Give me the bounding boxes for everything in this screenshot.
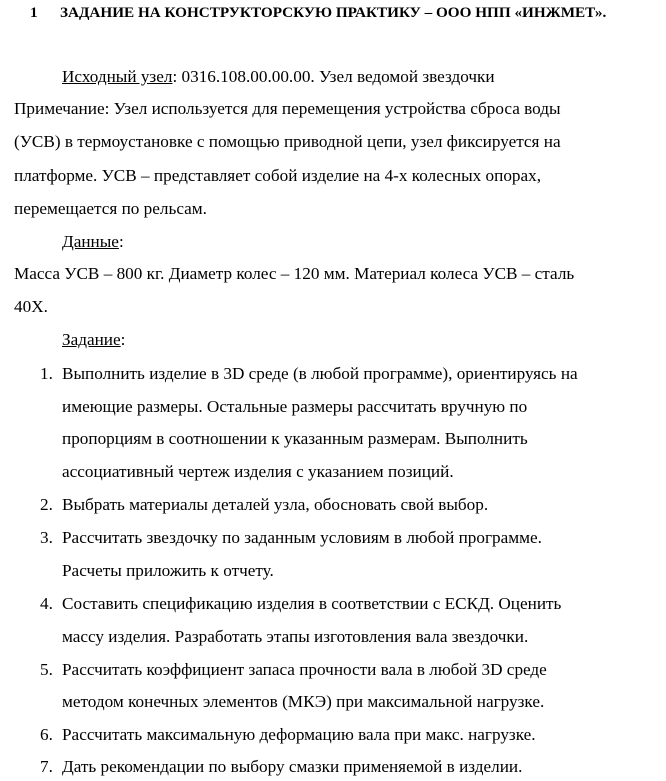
data-line: 40Х.	[14, 297, 48, 316]
task-number: 6.	[40, 725, 53, 744]
task-label-colon: :	[120, 330, 126, 349]
task-number: 3.	[40, 528, 53, 547]
task-line: Расчеты приложить к отчету.	[62, 561, 274, 580]
task-number: 4.	[40, 594, 53, 613]
task-number: 2.	[40, 495, 53, 514]
data-label-colon: :	[118, 232, 124, 251]
task-heading	[62, 330, 125, 350]
source-assembly-line	[62, 67, 495, 87]
source-assembly-value: : 0316.108.00.00.00. Узел ведомой звездочки	[172, 67, 495, 86]
task-line: Рассчитать коэффициент запаса прочности вала в любой 3D среде	[62, 660, 547, 679]
task-line: методом конечных элементов (МКЭ) при максимальной нагрузке.	[62, 692, 545, 711]
task-number: 5.	[40, 660, 53, 679]
task-line: Рассчитать звездочку по заданным условиям в любой программе.	[62, 528, 542, 547]
task-line: Составить спецификацию изделия в соответствии с ЕСКД. Оценить	[62, 594, 562, 613]
task-line: Выбрать материалы деталей узла, обосновать свой выбор.	[62, 495, 489, 514]
task-line: имеющие размеры. Остальные размеры рассчитать вручную по	[62, 397, 528, 416]
task-line: Выполнить изделие в 3D среде (в любой программе), ориентируясь на	[62, 364, 578, 383]
data-heading	[62, 232, 124, 252]
task-number: 7.	[40, 757, 53, 776]
section-number: 1	[30, 4, 38, 21]
task-label: Задание	[62, 330, 121, 349]
task-line: пропорциям в соотношении к указанным размерам. Выполнить	[62, 429, 528, 448]
data-label: Данные	[62, 232, 119, 251]
source-assembly-label: Исходный узел	[62, 67, 173, 86]
data-line: Масса УСВ – 800 кг. Диаметр колес – 120 мм. Материал колеса УСВ – сталь	[14, 264, 575, 283]
section-title: ЗАДАНИЕ НА КОНСТРУКТОРСКУЮ ПРАКТИКУ – ООО НПП «ИНЖМЕТ».	[60, 4, 607, 21]
note-line: платформе. УСВ – представляет собой изделие на 4-х колесных опорах,	[14, 166, 542, 185]
note-line: Примечание: Узел используется для перемещения устройства сброса воды	[14, 99, 561, 118]
task-line: массу изделия. Разработать этапы изготовления вала звездочки.	[62, 627, 529, 646]
section-heading	[30, 4, 606, 22]
task-line: Дать рекомендации по выбору смазки применяемой в изделии.	[62, 757, 523, 776]
note-line: перемещается по рельсам.	[14, 199, 207, 218]
task-number: 1.	[40, 364, 53, 383]
task-line: Рассчитать максимальную деформацию вала при макс. нагрузке.	[62, 725, 536, 744]
note-line: (УСВ) в термоустановке с помощью приводной цепи, узел фиксируется на	[14, 132, 561, 151]
task-line: ассоциативный чертеж изделия с указанием позиций.	[62, 462, 454, 481]
